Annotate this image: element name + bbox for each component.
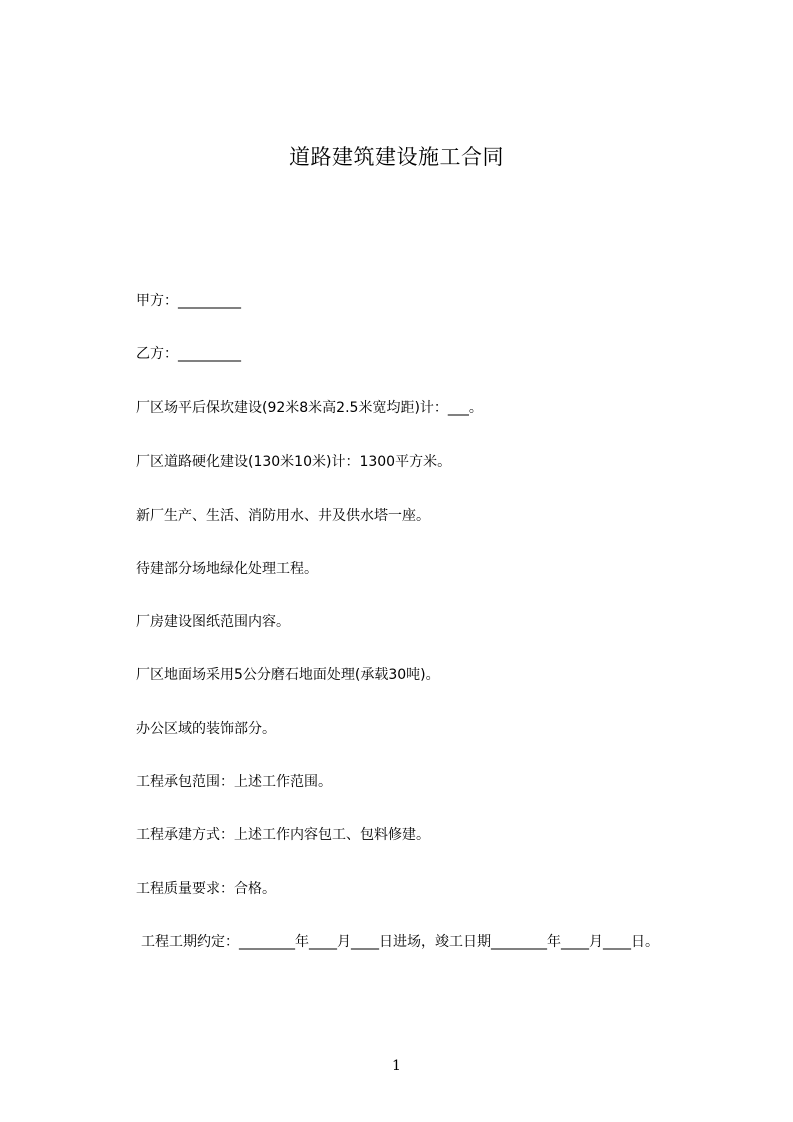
page-number: 1	[392, 1058, 401, 1074]
clause-contract-method: 工程承建方式：上述工作内容包工、包料修建。	[136, 827, 430, 843]
clause-retaining-wall: 厂区场平后保坎建设(92米8米高2.5米宽均距)计：___。	[136, 400, 483, 416]
clause-contract-scope: 工程承包范围：上述工作范围。	[136, 774, 332, 790]
clause-drawings-scope: 厂房建设图纸范围内容。	[136, 614, 290, 630]
clause-ground-finish: 厂区地面场采用5公分磨石地面处理(承载30吨)。	[136, 667, 440, 683]
clause-quality-requirement: 工程质量要求：合格。	[136, 881, 276, 897]
document-title: 道路建筑建设施工合同	[289, 145, 504, 169]
clause-water-supply: 新厂生产、生活、消防用水、井及供水塔一座。	[136, 508, 430, 524]
clause-greening: 待建部分场地绿化处理工程。	[136, 561, 318, 577]
clause-schedule: 工程工期约定：________年____月____日进场，竣工日期________年____月____日。	[141, 934, 659, 950]
clause-road-hardening: 厂区道路硬化建设(130米10米)计：1300平方米。	[136, 454, 452, 470]
party-b-line: 乙方：_________	[136, 346, 241, 362]
clause-office-decoration: 办公区域的装饰部分。	[136, 721, 276, 737]
party-a-line: 甲方：_________	[136, 293, 241, 309]
